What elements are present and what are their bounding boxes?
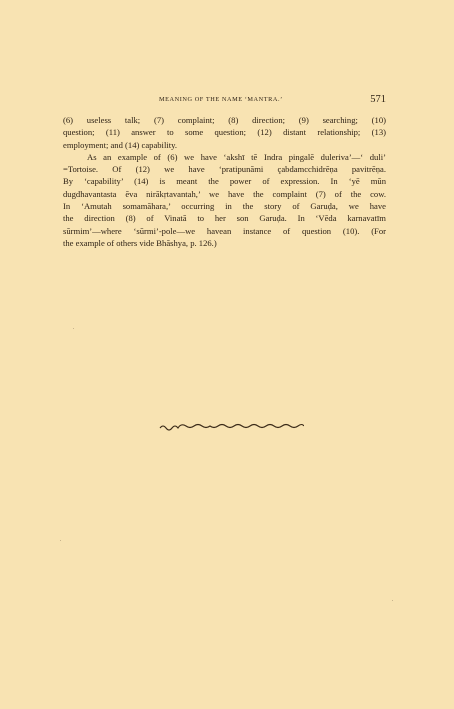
- text-line: sūrmim’—where ‘sūrmi’-pole—we havean instance of question (10). (For: [63, 225, 386, 236]
- paper-speck: [73, 328, 74, 329]
- text-line: =Tortoise. Of (12) we have ‘pratipunāmi çabdamcchidrēṇa pavitrēṇa.: [63, 164, 386, 175]
- text-line: As an example of (6) we have ‘akshī tē Indra pingalē duleriva’—‘ duli’: [87, 151, 386, 162]
- paper-speck: [392, 600, 393, 601]
- running-head: MEANING OF THE NAME ‘MANTRA.’: [159, 96, 283, 103]
- text-line: the example of others vide Bhāshya, p. 126.): [63, 237, 217, 248]
- text-line: question; (11) answer to some question; (12) distant relationship; (13): [63, 127, 386, 138]
- page-header: [63, 95, 386, 109]
- text-line: the direction (8) of Vinatā to her son Garuḍa. In ‘Vēda karnavatīm: [63, 213, 386, 224]
- text-line: (6) useless talk; (7) complaint; (8) direction; (9) searching; (10): [63, 115, 386, 125]
- wavy-rule-ornament-icon: [158, 420, 304, 432]
- text-line: employment; and (14) capability.: [63, 139, 177, 150]
- text-line: In ‘Amutah somamāhara,’ occurring in the story of Garuḍa, we have: [63, 201, 386, 212]
- page-number: 571: [370, 94, 386, 105]
- body-text: [63, 114, 386, 249]
- paper-speck: [60, 540, 61, 541]
- text-line: dugdhavantasta ēva nirākṛtavantah,’ we have the complaint (7) of the cow.: [63, 188, 386, 199]
- text-line: By ‘capability’ (14) is meant the power of expression. In ‘yē mūn: [63, 176, 386, 187]
